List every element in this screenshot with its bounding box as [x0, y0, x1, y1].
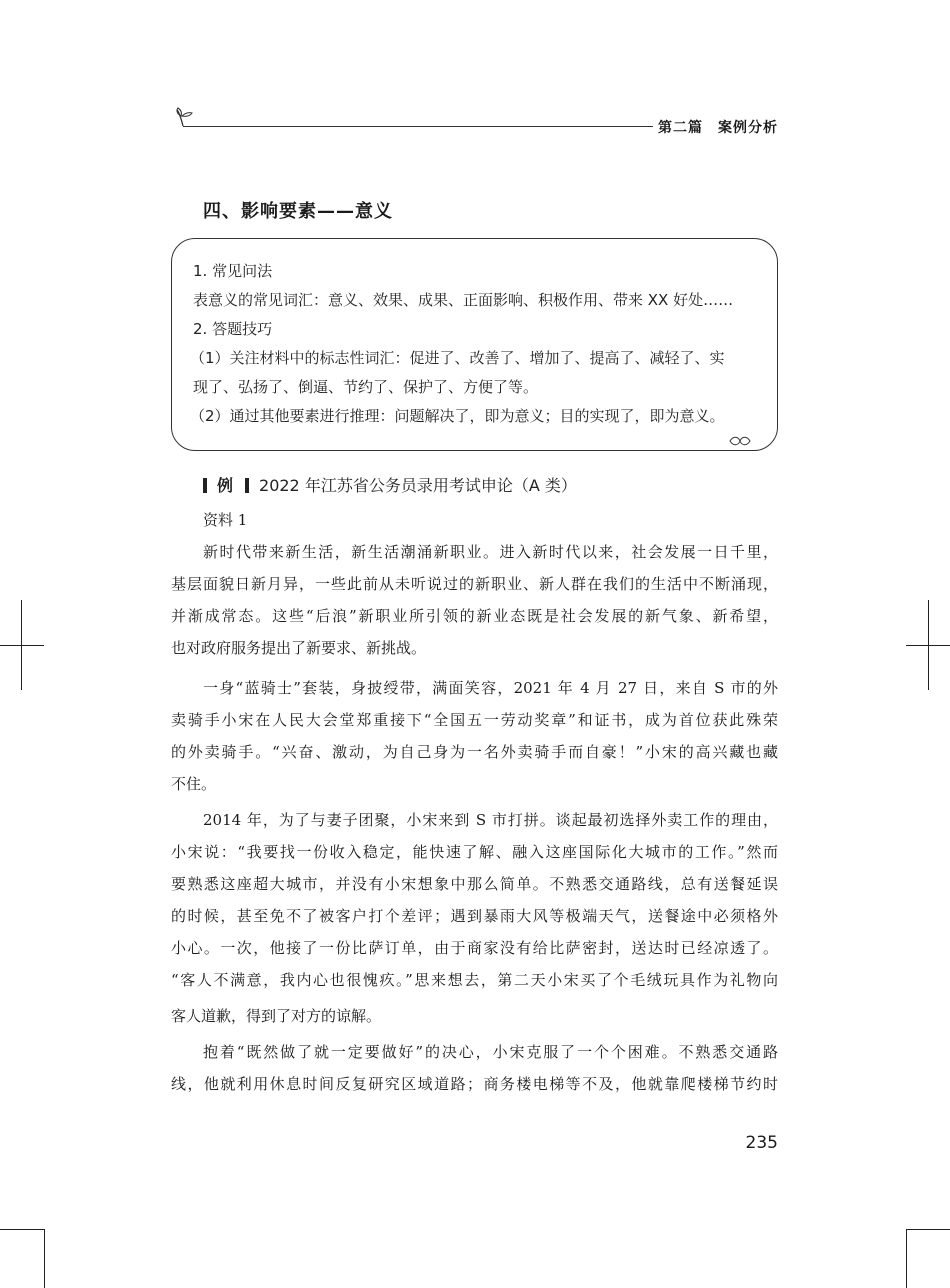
tip-line: 2. 答题技巧: [193, 320, 273, 338]
paragraph-line: 客人道歉，得到了对方的谅解。: [171, 1007, 382, 1025]
crop-mark-left-horizontal: [0, 645, 44, 646]
page-number: 235: [745, 1133, 778, 1153]
chapter-heading: 第二篇 案例分析: [658, 120, 778, 136]
section-title: 四、影响要素——意义: [203, 201, 393, 222]
paragraph-line: 也对政府服务提出了新要求、新挑战。: [171, 639, 427, 657]
example-title: 2022 年江苏省公务员录用考试申论（A 类）: [259, 476, 577, 495]
header-rule: [183, 126, 653, 127]
paragraph-line: 的时候，甚至免不了被客户打个差评；遇到暴雨大风等极端天气，送餐途中必须格外: [171, 907, 778, 925]
paragraph-line: 线，他就利用休息时间反复研究区域道路；商务楼电梯等不及，他就靠爬楼梯节约时: [171, 1075, 778, 1093]
tip-line: 表意义的常见词汇：意义、效果、成果、正面影响、积极作用、带来 XX 好处……: [193, 291, 734, 309]
paragraph-line: 的外卖骑手。“兴奋、激动，为自己身为一名外卖骑手而自豪！”小宋的高兴藏也藏: [171, 743, 778, 761]
paragraph-line: “客人不满意，我内心也很愧疚。”思来想去，第二天小宋买了个毛绒玩具作为礼物向: [171, 971, 778, 989]
crop-mark-bottom-right-v: [906, 1229, 907, 1288]
paragraph-line: 一身“蓝骑士”套装，身披绶带，满面笑容，2021 年 4 月 27 日，来自 S 市的外: [203, 679, 778, 697]
tip-line: （2）通过其他要素进行推理：问题解决了，即为意义；目的实现了，即为意义。: [190, 407, 725, 425]
paragraph-line: 2014 年，为了与妻子团聚，小宋来到 S 市打拼。谈起最初选择外卖工作的理由，: [203, 811, 778, 829]
sprout-icon: [175, 104, 199, 128]
paragraph-line: 卖骑手小宋在人民大会堂郑重接下“全国五一劳动奖章”和证书，成为首位获此殊荣: [171, 711, 778, 729]
paragraph-line: 并渐成常态。这些“后浪”新职业所引领的新业态既是社会发展的新气象、新希望，: [171, 607, 778, 625]
paragraph-line: 新时代带来新生活，新生活潮涌新职业。进入新时代以来，社会发展一日千里，: [203, 543, 778, 561]
crop-mark-bottom-right-h: [906, 1229, 950, 1230]
bar-marker: [245, 478, 249, 493]
paragraph-line: 不住。: [171, 775, 217, 793]
source-label: 资料 1: [203, 511, 248, 529]
tip-line: （1）关注材料中的标志性词汇：促进了、改善了、增加了、提高了、减轻了、实: [190, 349, 725, 367]
leaf-ornament-icon: [728, 434, 752, 448]
paragraph-line: 小宋说：“我要找一份收入稳定，能快速了解、融入这座国际化大城市的工作。”然而: [171, 843, 778, 861]
paragraph-line: 小心。一次，他接了一份比萨订单，由于商家没有给比萨密封，送达时已经凉透了。: [171, 939, 778, 957]
paragraph-line: 要熟悉这座超大城市，并没有小宋想象中那么简单。不熟悉交通路线，总有送餐延误: [171, 875, 778, 893]
tip-line: 1. 常见问法: [193, 262, 273, 280]
example-label: 例: [217, 476, 234, 495]
paragraph-line: 基层面貌日新月异，一些此前从未听说过的新职业、新人群在我们的生活中不断涌现，: [171, 575, 778, 593]
bar-marker: [203, 478, 207, 493]
crop-mark-right-horizontal: [906, 645, 950, 646]
crop-mark-bottom-left-v: [44, 1229, 45, 1288]
crop-mark-bottom-left-h: [0, 1229, 44, 1230]
paragraph-line: 抱着“既然做了就一定要做好”的决心，小宋克服了一个个困难。不熟悉交通路: [203, 1043, 778, 1061]
tip-line: 现了、弘扬了、倒逼、节约了、保护了、方便了等。: [193, 378, 539, 396]
example-heading: [203, 473, 577, 496]
